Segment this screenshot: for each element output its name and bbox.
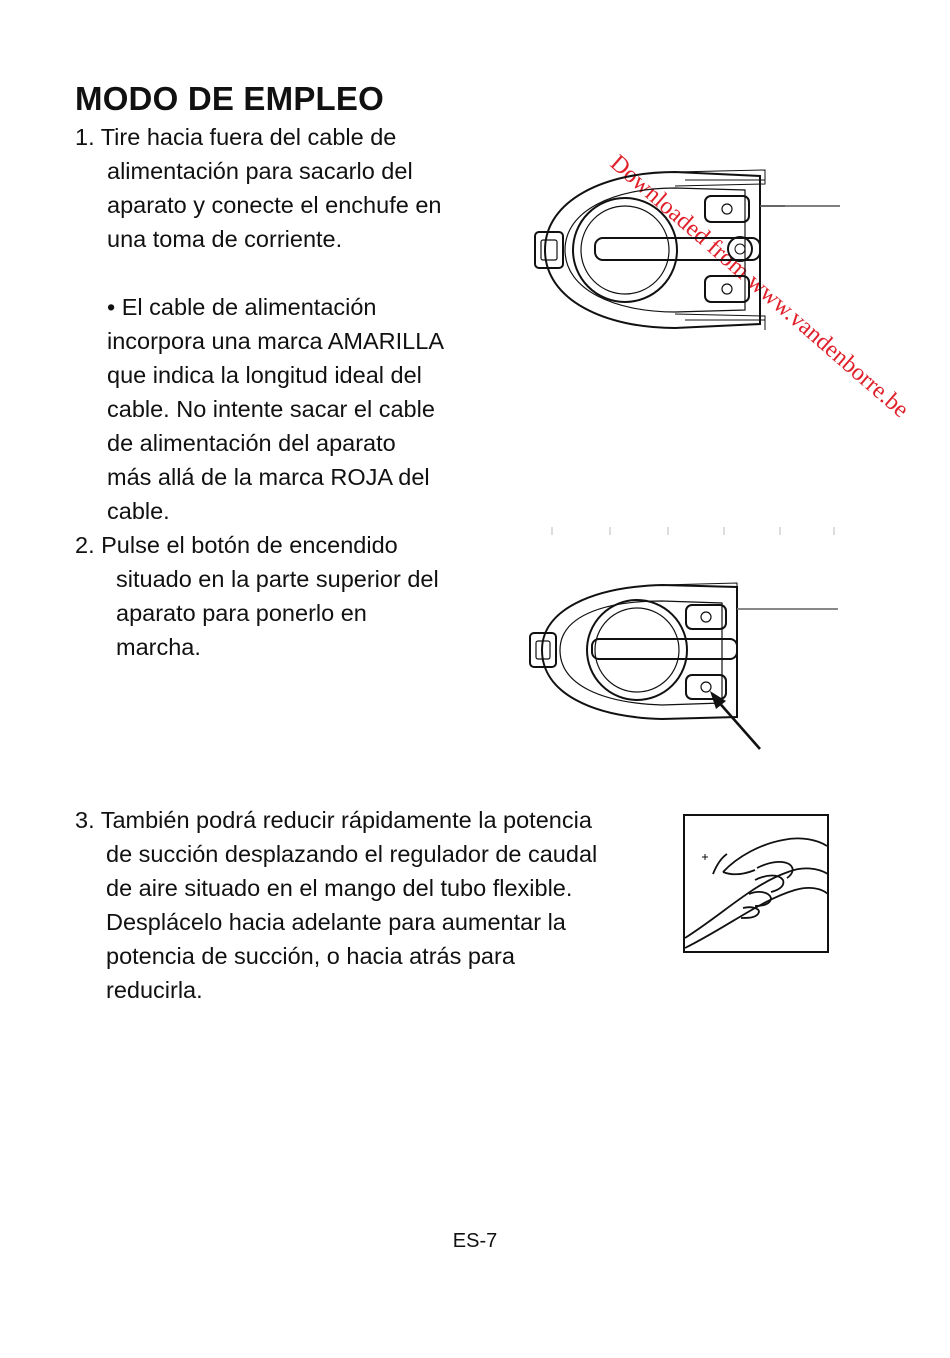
step3-line: de aire situado en el mango del tubo flexible.: [106, 875, 573, 901]
vacuum-cable-illustration: [525, 160, 785, 330]
step3-line: de succión desplazando el regulador de caudal: [106, 841, 598, 867]
step3-line: 3. También podrá reducir rápidamente la potencia: [75, 807, 592, 833]
step1-line: alimentación para sacarlo del: [107, 158, 413, 184]
step1-note-line: más allá de la marca ROJA del: [107, 464, 430, 490]
step1-note-line: cable.: [107, 498, 170, 524]
watermark: Downloaded from www.vandenborre.be: [604, 150, 914, 424]
step2-line: 2. Pulse el botón de encendido: [75, 532, 398, 558]
step1-note-line: cable. No intente sacar el cable: [107, 396, 435, 422]
step1-note-line: • El cable de alimentación: [107, 294, 377, 320]
step1-note-line: que indica la longitud ideal del: [107, 362, 422, 388]
step1-line: 1. Tire hacia fuera del cable de: [75, 124, 397, 150]
step3-line: potencia de succión, o hacia atrás para: [106, 943, 515, 969]
step2-line: situado en la parte superior del: [116, 566, 439, 592]
page-number: ES-7: [452, 1230, 498, 1252]
step3-line: Desplácelo hacia adelante para aumentar la: [106, 909, 566, 935]
step1-line: aparato y conecte el enchufe en: [107, 192, 442, 218]
hand-on-hose-illustration: [683, 814, 829, 954]
cable-extension-line: [760, 200, 840, 212]
step1-note-line: incorpora una marca AMARILLA: [107, 328, 444, 354]
step2-line: marcha.: [116, 634, 201, 660]
vacuum-power-button-illustration: [522, 525, 842, 755]
step2-line: aparato para ponerlo en: [116, 600, 367, 626]
step3-line: reducirla.: [106, 977, 203, 1003]
page-title: MODO DE EMPLEO: [75, 80, 384, 117]
step1-note-line: de alimentación del aparato: [107, 430, 396, 456]
step1-line: una toma de corriente.: [107, 226, 343, 252]
